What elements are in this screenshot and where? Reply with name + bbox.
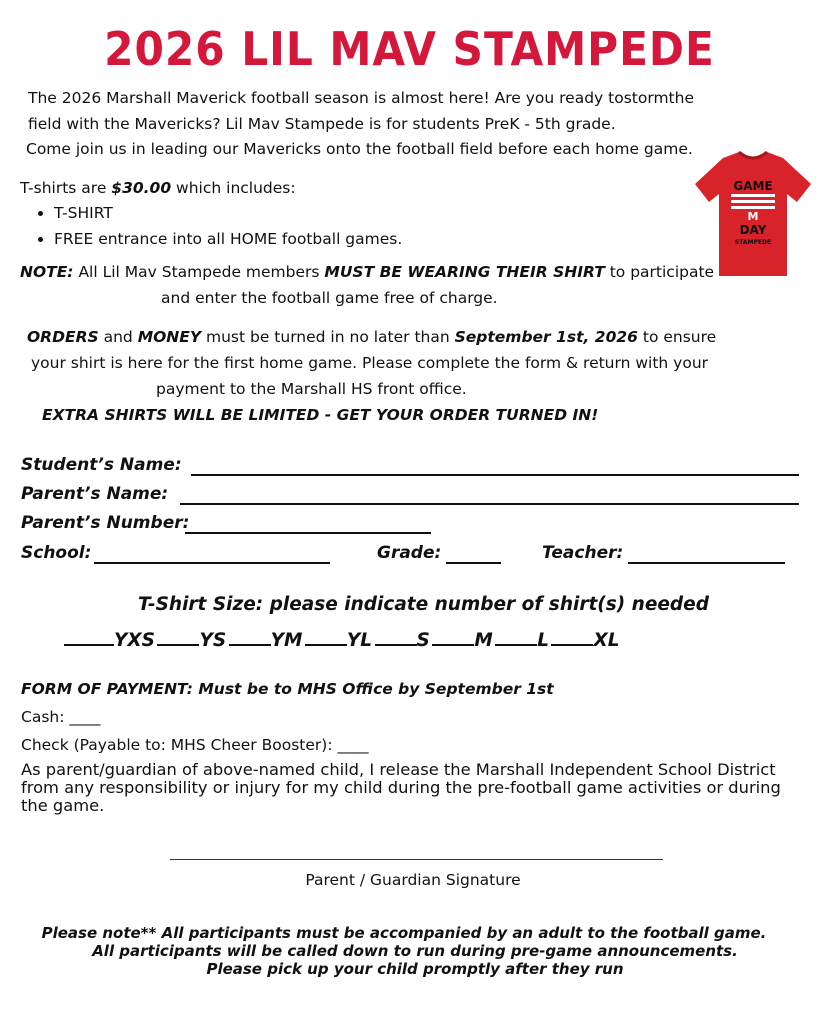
svg-text:GAME: GAME [733, 179, 773, 193]
signature-line[interactable] [170, 859, 663, 860]
school-field[interactable] [94, 545, 330, 564]
size-count-field[interactable] [495, 627, 537, 646]
size-count-field[interactable] [157, 627, 199, 646]
size-count-field[interactable] [64, 627, 114, 646]
orders-line-2: your shirt is here for the first home game. Please complete the form & return with your [31, 354, 709, 372]
intro-line-3: Come join us in leading our Mavericks onto the football field before each home game. [26, 140, 693, 158]
page-title: 2026 LIL MAV STAMPEDE [104, 22, 715, 76]
parent-name-label: Parent’s Name: [21, 484, 169, 504]
footer-line-2: All participants will be called down to run during pre-game announcements. [92, 942, 738, 960]
grade-field[interactable] [446, 545, 501, 564]
intro-line-2: field with the Mavericks? Lil Mav Stampede is for students PreK - 5th grade. [28, 115, 616, 133]
grade-label: Grade: [377, 543, 442, 563]
size-label: YS [199, 630, 227, 651]
order-warning: EXTRA SHIRTS WILL BE LIMITED - GET YOUR ORDER TURNED IN! [42, 406, 599, 424]
includes-list [20, 201, 402, 251]
note-line-1: NOTE: All Lil Mav Stampede members MUST BE WEARING THEIR SHIRT to participate [20, 263, 715, 281]
svg-text:M: M [747, 210, 759, 223]
parent-number-field[interactable] [185, 515, 431, 534]
note-line-2: and enter the football game free of charge. [161, 289, 498, 307]
payment-heading: FORM OF PAYMENT: Must be to MHS Office by September 1st [21, 680, 554, 698]
release-statement: As parent/guardian of above-named child, I release the Marshall Independent School District from any responsibility or injury for my child during the pre-football game activities or during the game. [21, 760, 781, 815]
payment-cash: Cash: ____ [21, 708, 101, 726]
footer-line-1: Please note** All participants must be accompanied by an adult to the football game. [41, 924, 767, 942]
size-count-field[interactable] [432, 627, 474, 646]
price-line: T-shirts are $30.00 which includes: [20, 179, 296, 197]
orders-line-3: payment to the Marshall HS front office. [156, 380, 467, 398]
size-label: YXS [114, 630, 155, 651]
price-amount: $30.00 [111, 179, 172, 197]
parent-number-label: Parent’s Number: [21, 513, 190, 533]
payment-check: Check (Payable to: MHS Cheer Booster): ____ [21, 736, 369, 754]
sizes-row [64, 627, 620, 651]
teacher-field[interactable] [628, 545, 785, 564]
signature-label: Parent / Guardian Signature [305, 871, 521, 889]
student-name-field[interactable] [191, 457, 799, 476]
sizes-heading: T-Shirt Size: please indicate number of shirt(s) needed [138, 594, 709, 615]
size-count-field[interactable] [375, 627, 417, 646]
size-count-field[interactable] [229, 627, 271, 646]
size-label: S [416, 630, 430, 651]
school-label: School: [21, 543, 92, 563]
includes-item: • FREE entrance into all HOME football games. [54, 227, 402, 251]
orders-line-1: ORDERS and MONEY must be turned in no later than September 1st, 2026 to ensure [27, 328, 717, 346]
teacher-label: Teacher: [542, 543, 624, 563]
includes-item: • T-SHIRT [54, 201, 402, 225]
size-count-field[interactable] [305, 627, 347, 646]
size-label: YL [346, 630, 373, 651]
footer-line-3: Please pick up your child promptly after they run [206, 960, 624, 978]
size-count-field[interactable] [551, 627, 593, 646]
parent-name-field[interactable] [180, 486, 799, 505]
student-name-label: Student’s Name: [21, 455, 182, 475]
size-label: M [474, 630, 493, 651]
size-label: L [537, 630, 549, 651]
svg-text:DAY: DAY [739, 223, 767, 237]
size-label: YM [270, 630, 303, 651]
svg-text:STAMPEDE: STAMPEDE [734, 239, 772, 246]
intro-line-1: The 2026 Marshall Maverick football season is almost here! Are you ready tostormthe [28, 89, 694, 107]
size-label: XL [593, 630, 620, 651]
